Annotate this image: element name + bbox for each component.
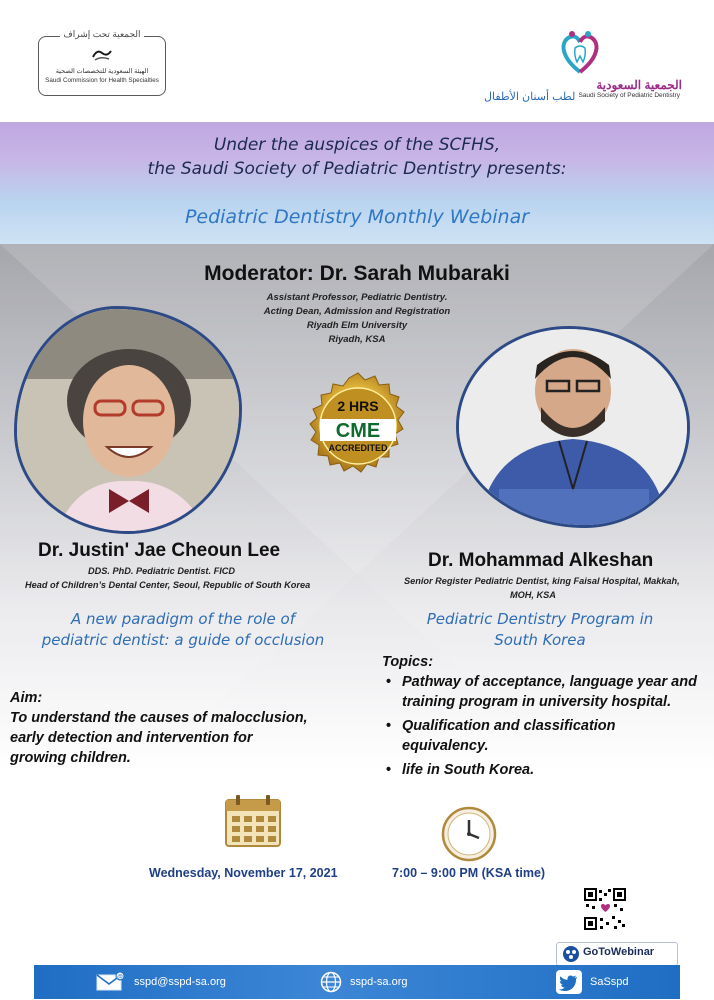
banner-line-2: the Saudi Society of Pediatric Dentistry presents:	[147, 159, 567, 179]
website-link[interactable]: sspd-sa.org	[350, 976, 408, 988]
banner-line-1: Under the auspices of the SCFHS,	[213, 135, 501, 155]
webinar-title: Pediatric Dentistry Monthly Webinar	[184, 206, 530, 228]
aim-line-1: To understand the causes of malocclusion,	[10, 710, 308, 726]
topic-item: • Qualification and classification equivalency.	[402, 716, 702, 756]
badge-top-text: 2 HRS	[337, 398, 379, 414]
topic-item: • life in South Korea.	[402, 760, 702, 780]
speaker-right-portrait	[459, 329, 687, 525]
topic-item: • Pathway of acceptance, language year and training program in university hospital.	[402, 672, 702, 712]
event-time: 7:00 – 9:00 PM (KSA time)	[392, 866, 546, 880]
aim-block	[10, 688, 360, 768]
clock-icon	[441, 806, 497, 862]
sspd-arabic-sub: لطب أسنان الأطفال	[484, 91, 576, 103]
title-banner	[0, 122, 714, 244]
moderator-line-2: Acting Dean, Admission and Registration	[263, 306, 451, 317]
speaker-left-name: Dr. Justin' Jae Cheoun Lee	[38, 540, 281, 561]
gotowebinar-icon	[561, 945, 581, 963]
scfhs-arabic-top: الجمعية تحت إشراف	[60, 29, 143, 39]
svg-text:@: @	[116, 974, 124, 981]
badge-main-text: CME	[335, 420, 381, 442]
moderator-line-3: Riyadh Elm University	[306, 320, 408, 331]
twitter-icon	[556, 970, 582, 994]
scfhs-english-name: Saudi Commission for Health Specialties	[45, 77, 159, 84]
globe-icon	[320, 971, 342, 993]
aim-line-3: growing children.	[10, 750, 131, 766]
speaker-left-talk-line-1: A new paradigm of the role of	[70, 610, 296, 628]
speaker-right-position-line-1: Senior Register Pediatric Dentist, king Faisal Hospital, Makkah,	[404, 576, 680, 586]
speaker-left-portrait	[17, 309, 239, 531]
speaker-right-name: Dr. Mohammad Alkeshan	[428, 550, 654, 571]
scfhs-logo-icon	[91, 47, 113, 63]
contact-footer	[34, 965, 680, 999]
moderator-line-4: Riyadh, KSA	[328, 334, 386, 345]
speaker-right-position-line-2: MOH, KSA	[510, 590, 556, 600]
scfhs-arabic-name: الهيئة السعودية للتخصصات الصحية	[55, 68, 149, 75]
calendar-icon	[222, 792, 284, 850]
email-icon	[96, 972, 124, 992]
moderator-heading: Moderator: Dr. Sarah Mubaraki	[204, 262, 510, 285]
sspd-arabic-name: الجمعية السعودية	[596, 78, 682, 92]
topics-list	[382, 672, 702, 780]
badge-bottom-text: ACCREDITED	[328, 443, 388, 453]
speaker-left-talk-line-2: pediatric dentist: a guide of occlusion	[41, 631, 325, 649]
moderator-line-1: Assistant Professor, Pediatric Dentistry.	[266, 292, 448, 303]
topics-block	[382, 652, 702, 784]
cme-badge	[303, 371, 413, 481]
sspd-english-name: Saudi Society of Pediatric Dentistry	[578, 92, 680, 99]
speaker-right-talk-line-1: Pediatric Dentistry Program in	[426, 610, 654, 628]
sspd-logo	[478, 30, 688, 103]
speaker-left-position: Head of Children’s Dental Center, Seoul, Republic of South Korea	[25, 580, 311, 590]
twitter-handle-link[interactable]: SaSspd	[590, 976, 629, 988]
aim-line-2: early detection and intervention for	[10, 730, 253, 746]
topics-label: Topics:	[382, 654, 434, 670]
speaker-right-talk-line-2: South Korea	[494, 631, 586, 649]
email-link[interactable]: sspd@sspd-sa.org	[134, 976, 226, 988]
event-date: Wednesday, November 17, 2021	[149, 866, 338, 880]
qr-code[interactable]	[584, 888, 626, 930]
gotowebinar-badge	[556, 942, 678, 966]
aim-label: Aim:	[10, 690, 43, 706]
scfhs-logo	[38, 29, 166, 96]
heart-tooth-logo-icon	[558, 30, 602, 76]
gotowebinar-label: GoToWebinar	[583, 946, 655, 958]
speaker-left-credentials: DDS. PhD. Pediatric Dentist. FICD	[88, 566, 236, 576]
